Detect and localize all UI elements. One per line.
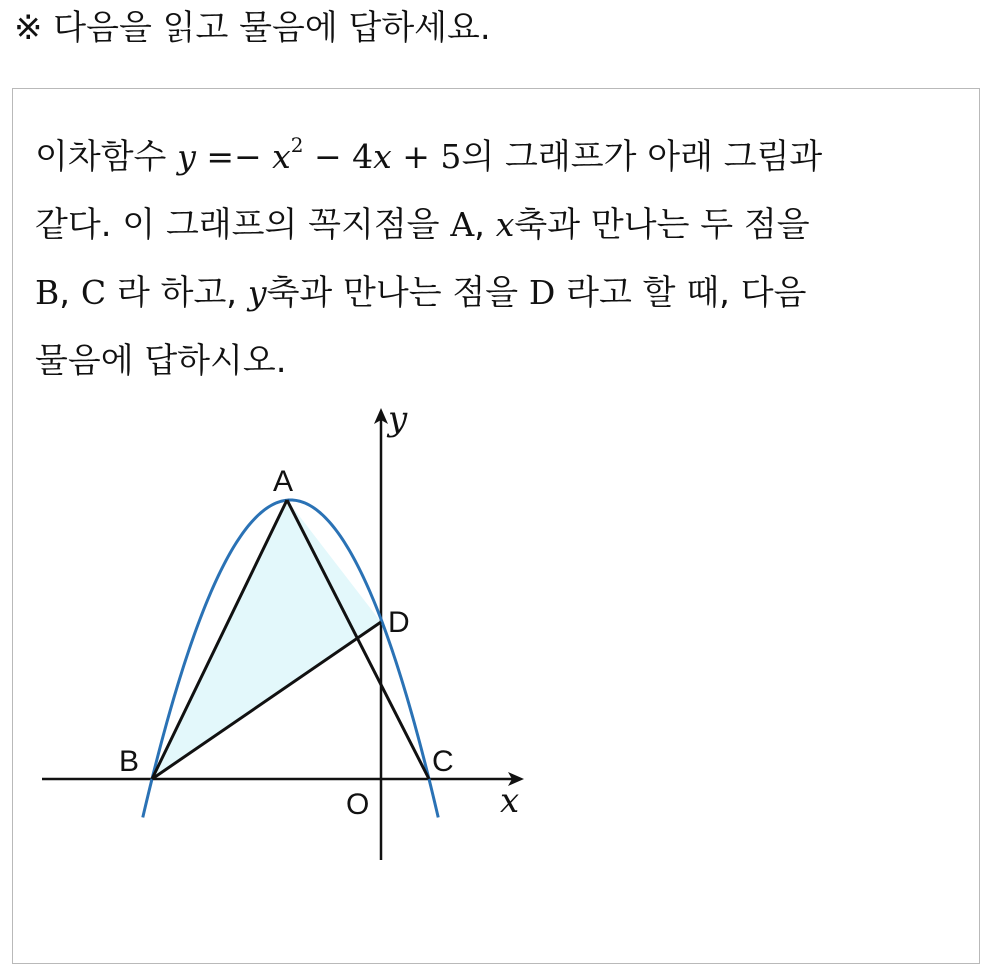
- problem-line-1: 이차함수 $y =- x^2 - 4x + 5$의 그래프가 아래 그림과: [35, 133, 823, 177]
- problem-line-2: 같다. 이 그래프의 꼭지점을 A, x축과 만나는 두 점을: [35, 205, 810, 245]
- y-axis-label: y: [388, 399, 408, 439]
- origin-label-o: O: [346, 788, 370, 821]
- x-axis-label: x: [500, 781, 520, 821]
- problem-line-3: B, C 라 하고, y축과 만나는 점을 D 라고 할 때, 다음: [35, 273, 807, 313]
- instruction-text: ※ 다음을 읽고 물음에 답하세요.: [14, 8, 491, 48]
- point-label-c: C: [432, 745, 454, 778]
- point-label-a: A: [273, 465, 294, 498]
- problem-line-4: 물음에 답하시오.: [35, 341, 287, 381]
- point-label-b: B: [119, 745, 140, 778]
- point-label-d: D: [388, 606, 410, 639]
